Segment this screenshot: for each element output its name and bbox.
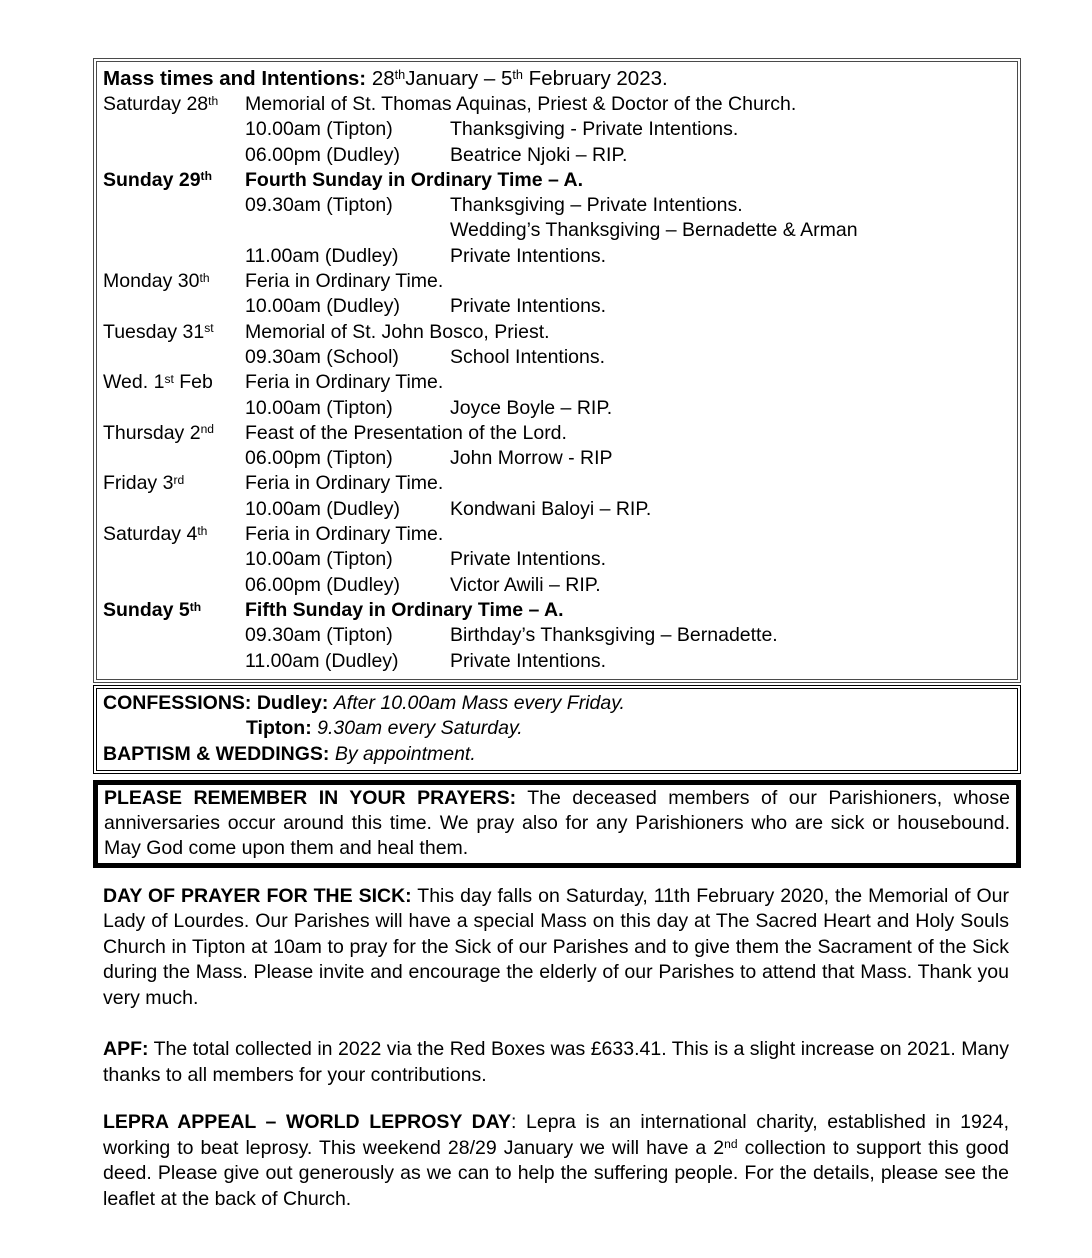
mass-row	[103, 649, 1011, 674]
mass-row-time	[245, 218, 450, 243]
day-of-prayer-heading: DAY OF PRAYER FOR THE SICK:	[103, 884, 412, 907]
ordinal-sup: th	[200, 169, 212, 184]
confession-label: CONFESSIONS: Dudley:	[103, 691, 329, 714]
lepra-ordinal-sup: nd	[724, 1137, 738, 1152]
mass-row	[103, 244, 1011, 269]
paragraph-apf	[103, 1037, 1009, 1088]
mass-row-day: Thursday 2nd	[103, 421, 214, 444]
mass-row-intention: Private Intentions.	[450, 244, 607, 267]
apf-body: The total collected in 2022 via the Red Boxes was £633.41. This is a slight increase on 2021. Many thanks to all members for your contributions.	[103, 1038, 1009, 1086]
mass-row-time: 09.30am (Tipton)	[245, 624, 393, 647]
mass-row-time: 11.00am (Dudley)	[245, 649, 399, 672]
paragraph-day-of-prayer	[103, 884, 1009, 1012]
mass-row	[103, 623, 1011, 648]
mass-row-time: 06.00pm (Tipton)	[245, 447, 393, 470]
mass-row-day	[103, 244, 245, 269]
prayers-box	[93, 780, 1021, 867]
mass-row-day	[103, 143, 245, 168]
ordinal-sup: th	[197, 523, 208, 538]
mass-row-intention: Beatrice Njoki – RIP.	[450, 143, 628, 166]
mass-row-day: Monday 30th	[103, 270, 210, 293]
lepra-heading: LEPRA APPEAL – WORLD LEPROSY DAY	[103, 1111, 511, 1134]
mass-row-day	[103, 497, 245, 522]
mass-row-day: Sunday 5th	[103, 598, 202, 621]
mass-row-intention: Joyce Boyle – RIP.	[450, 396, 613, 419]
mass-row-day	[103, 446, 245, 471]
mass-row-day	[103, 345, 245, 370]
ordinal-sup: st	[164, 371, 174, 386]
mass-row-intention: Private Intentions.	[450, 295, 607, 318]
ordinal-sup: nd	[200, 422, 214, 437]
mass-row	[103, 168, 1011, 193]
mass-times-box	[93, 58, 1021, 683]
mass-row-description: Fifth Sunday in Ordinary Time – A.	[245, 598, 564, 621]
mass-row-day	[103, 193, 245, 218]
mass-row-description: Memorial of St. Thomas Aquinas, Priest & Doctor of the Church.	[245, 93, 797, 115]
mass-row-day	[103, 294, 245, 319]
mass-row-day: Tuesday 31st	[103, 320, 214, 343]
mass-row	[103, 320, 1011, 345]
mass-times-title-label: Mass times and Intentions:	[103, 67, 367, 90]
confession-value: By appointment.	[334, 742, 476, 765]
mass-row-day: Saturday 28th	[103, 93, 219, 115]
mass-row	[103, 269, 1011, 294]
mass-row-day: Saturday 4th	[103, 523, 208, 546]
mass-row-time: 11.00am (Dudley)	[245, 244, 399, 267]
ordinal-sup: th	[199, 270, 210, 285]
mass-row-time: 10.00am (Dudley)	[245, 497, 400, 520]
mass-row-description: Feria in Ordinary Time.	[245, 270, 444, 293]
mass-row	[103, 421, 1011, 446]
ordinal-sup: th	[208, 93, 219, 108]
mass-row	[103, 370, 1011, 395]
mass-row	[103, 294, 1011, 319]
mass-row-intention: Private Intentions.	[450, 649, 607, 672]
mass-row-description: Feast of the Presentation of the Lord.	[245, 421, 567, 444]
ordinal-sup: rd	[173, 473, 185, 488]
mass-row-description: Memorial of St. John Bosco, Priest.	[245, 320, 550, 343]
mass-row	[103, 497, 1011, 522]
mass-row-time: 10.00am (Dudley)	[245, 295, 400, 318]
mass-row	[103, 218, 1011, 243]
mass-times-title-date: 28thJanuary – 5th February 2023.	[366, 67, 668, 90]
mass-row-day	[103, 218, 245, 243]
mass-row-intention: Private Intentions.	[450, 548, 607, 571]
mass-row-description: Feria in Ordinary Time.	[245, 472, 444, 495]
confession-label: Tipton:	[246, 717, 312, 740]
confession-value: After 10.00am Mass every Friday.	[333, 691, 625, 714]
mass-row	[103, 547, 1011, 572]
mass-row-intention: Thanksgiving – Private Intentions.	[450, 194, 743, 217]
mass-row-day	[103, 623, 245, 648]
confessions-box	[93, 685, 1021, 775]
paragraph-lepra-appeal	[103, 1110, 1009, 1212]
confession-label: BAPTISM & WEDDINGS:	[103, 742, 330, 765]
mass-row	[103, 573, 1011, 598]
mass-row-time: 10.00am (Tipton)	[245, 118, 393, 141]
day-of-prayer-body: This day falls on Saturday, 11th February 2020, the Memorial of Our Lady of Lourdes. Our Parishes will have a special Mass on this day at The Sacred Heart and Holy Souls Church in Tipton at 10am to pray for the Sick of our Parishes and to give them the Sacrament of the Sick during the Mass. Please invite and encourage the elderly of our Parishes to attend that Mass. Thank you very much.	[103, 884, 1009, 1009]
mass-row	[103, 396, 1011, 421]
mass-row-day: Sunday 29th	[103, 168, 212, 191]
confession-value: 9.30am every Saturday.	[317, 717, 523, 740]
confession-line	[103, 691, 1011, 717]
mass-row-intention: John Morrow - RIP	[450, 447, 613, 470]
mass-row-time: 06.00pm (Dudley)	[245, 143, 400, 166]
mass-row	[103, 92, 1011, 117]
lepra-body-1: : Lepra is an international charity, established in 1924, working to beat leprosy. This weekend 28/29 January we will have a 2	[103, 1111, 1009, 1159]
mass-row-day	[103, 547, 245, 572]
mass-row	[103, 117, 1011, 142]
mass-row	[103, 345, 1011, 370]
mass-row-description: Fourth Sunday in Ordinary Time – A.	[245, 168, 584, 191]
mass-row-description: Feria in Ordinary Time.	[245, 371, 444, 394]
mass-row	[103, 193, 1011, 218]
newsletter-page	[0, 58, 1092, 1258]
confession-lines	[103, 691, 1011, 768]
mass-rows	[103, 92, 1011, 674]
mass-row-description: Feria in Ordinary Time.	[245, 523, 444, 546]
mass-row-time: 10.00am (Tipton)	[245, 548, 393, 571]
mass-row-intention: Wedding’s Thanksgiving – Bernadette & Arman	[450, 219, 858, 242]
mass-row-time: 06.00pm (Dudley)	[245, 573, 400, 596]
mass-row-day	[103, 573, 245, 598]
mass-row-day	[103, 649, 245, 674]
confession-line	[103, 716, 1011, 742]
mass-row-day: Wed. 1st Feb	[103, 371, 213, 394]
mass-row-day: Friday 3rd	[103, 472, 185, 495]
mass-row-time: 09.30am (School)	[245, 345, 399, 368]
mass-row-time: 10.00am (Tipton)	[245, 396, 393, 419]
ordinal-sup: th	[394, 67, 406, 83]
lepra-body-2: collection to support this good deed. Please give out generously as we can to help the suffering people. For the details, please see the leaflet at the back of Church.	[103, 1136, 1009, 1210]
mass-row-intention: School Intentions.	[450, 345, 606, 368]
mass-row-day	[103, 396, 245, 421]
confession-line	[103, 742, 1011, 768]
mass-row-time: 09.30am (Tipton)	[245, 194, 393, 217]
mass-row	[103, 522, 1011, 547]
prayers-heading: PLEASE REMEMBER IN YOUR PRAYERS:	[104, 787, 517, 810]
mass-row-intention: Thanksgiving - Private Intentions.	[450, 118, 739, 141]
mass-row	[103, 471, 1011, 496]
apf-heading: APF:	[103, 1038, 149, 1061]
mass-row-intention: Kondwani Baloyi – RIP.	[450, 497, 652, 520]
mass-row	[103, 598, 1011, 623]
ordinal-sup: th	[189, 599, 202, 614]
prayers-body: The deceased members of our Parishioners, whose anniversaries occur around this time. We pray also for any Parishioners who are sick or housebound. May God come upon them and heal them.	[104, 787, 1010, 859]
mass-times-title	[103, 66, 1011, 92]
mass-row	[103, 446, 1011, 471]
mass-row-day	[103, 117, 245, 142]
mass-row	[103, 143, 1011, 168]
mass-row-intention: Victor Awili – RIP.	[450, 573, 601, 596]
mass-row-intention: Birthday’s Thanksgiving – Bernadette.	[450, 624, 778, 647]
ordinal-sup: th	[512, 67, 523, 83]
ordinal-sup: st	[204, 321, 214, 336]
